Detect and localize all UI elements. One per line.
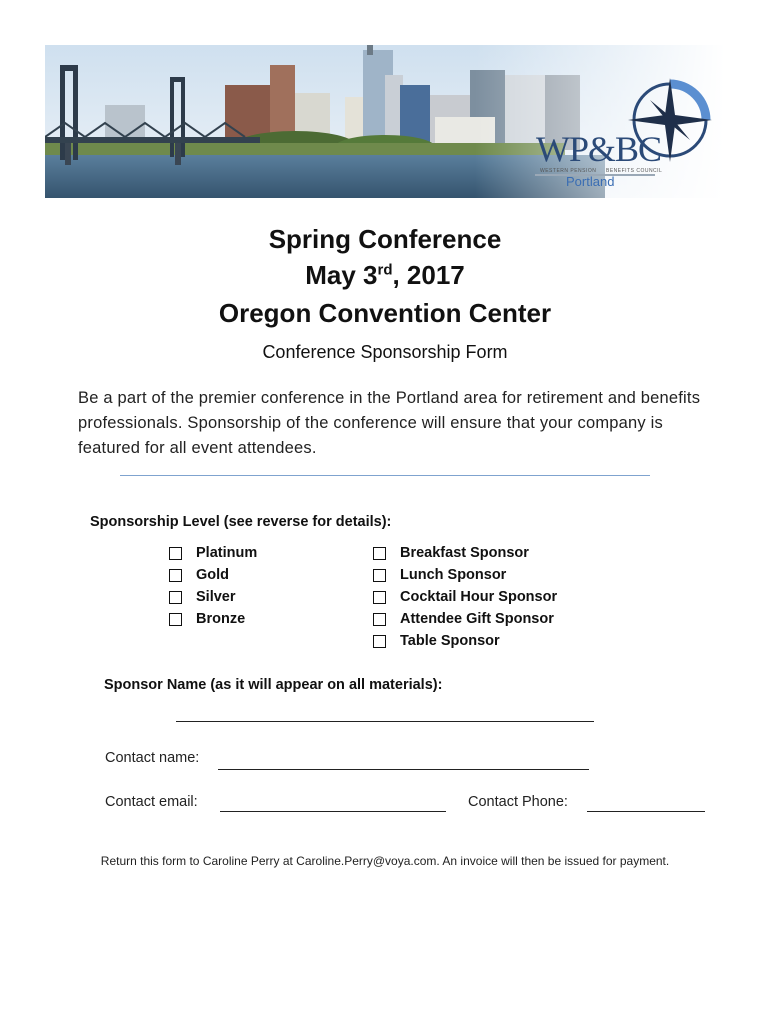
checkbox-box[interactable]: [373, 613, 386, 626]
title-event: Spring Conference: [268, 224, 502, 254]
checkbox-silver[interactable]: [169, 586, 236, 608]
checkbox-label: Cocktail Hour Sponsor: [400, 589, 558, 605]
checkbox-label: Attendee Gift Sponsor: [400, 611, 554, 627]
sponsor-name-field[interactable]: [176, 721, 594, 722]
checkbox-box[interactable]: [373, 635, 386, 648]
intro-paragraph: Be a part of the premier conference in the Portland area for retirement and benefits professionals. Sponsorship of the conference will ensure that your company is featured for all event attendees.: [78, 389, 701, 457]
checkbox-box[interactable]: [373, 569, 386, 582]
checkbox-platinum[interactable]: [169, 542, 257, 564]
contact-email-label: Contact email:: [105, 794, 198, 810]
logo-wordmark: WP&BC: [536, 129, 662, 169]
contact-phone-field[interactable]: [587, 811, 705, 812]
return-instructions: Return this form to Caroline Perry at Caroline.Perry@voya.com. An invoice will then be issued for payment.: [100, 854, 670, 868]
sponsorship-level-label: Sponsorship Level (see reverse for details):: [90, 514, 392, 530]
contact-email-field[interactable]: [220, 811, 446, 812]
checkbox-label: Lunch Sponsor: [400, 567, 507, 583]
header-banner: [45, 45, 725, 198]
sponsor-name-label: Sponsor Name (as it will appear on all materials):: [104, 677, 443, 693]
checkbox-gold[interactable]: [169, 564, 229, 586]
title-date-suffix: , 2017: [392, 260, 465, 290]
checkbox-box[interactable]: [169, 547, 182, 560]
checkbox-label: Silver: [196, 589, 236, 605]
section-divider: [120, 475, 650, 476]
checkbox-lunch-sponsor[interactable]: [373, 564, 506, 586]
form-subtitle: Conference Sponsorship Form: [262, 342, 508, 362]
contact-name-label: Contact name:: [105, 750, 200, 766]
checkbox-label: Bronze: [196, 611, 246, 627]
checkbox-box[interactable]: [169, 569, 182, 582]
checkbox-box[interactable]: [169, 591, 182, 604]
logo-chapter: Portland: [566, 174, 615, 189]
title-venue: Oregon Convention Center: [218, 298, 552, 328]
checkbox-label: Gold: [196, 567, 230, 583]
title-date: [0, 260, 770, 291]
checkbox-attendee-gift-sponsor[interactable]: [373, 608, 554, 630]
title-date-prefix: May 3: [305, 260, 378, 290]
checkbox-label: Platinum: [196, 545, 258, 561]
checkbox-cocktail-hour-sponsor[interactable]: [373, 586, 557, 608]
contact-name-field[interactable]: [218, 769, 589, 770]
checkbox-box[interactable]: [373, 591, 386, 604]
title-date-ordinal: rd: [377, 261, 393, 279]
logo-subtitle-right: BENEFITS COUNCIL: [606, 168, 663, 174]
checkbox-label: Table Sponsor: [400, 633, 500, 649]
checkbox-label: Breakfast Sponsor: [400, 545, 529, 561]
checkbox-bronze[interactable]: [169, 608, 245, 630]
logo-subtitle-left: WESTERN PENSION: [540, 168, 597, 174]
contact-phone-label: Contact Phone:: [468, 794, 568, 810]
checkbox-box[interactable]: [373, 547, 386, 560]
checkbox-box[interactable]: [169, 613, 182, 626]
checkbox-table-sponsor[interactable]: [373, 630, 500, 652]
checkbox-breakfast-sponsor[interactable]: [373, 542, 529, 564]
portland-skyline-image: [45, 45, 725, 198]
